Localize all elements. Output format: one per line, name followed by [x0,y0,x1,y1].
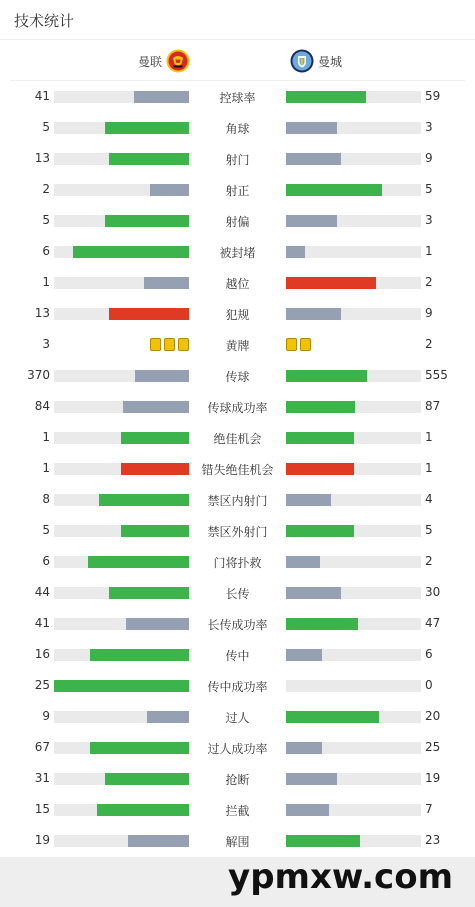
stat-row [0,608,475,639]
home-bar-track [54,122,189,134]
home-bar-fill [121,463,189,475]
stat-row [0,143,475,174]
stats-list [0,81,475,856]
stat-label: 射门 [225,153,250,167]
away-value: 5 [425,523,433,537]
home-bar-fill [99,494,189,506]
home-bar-fill [105,773,189,785]
home-team-name: 曼联 [137,54,162,69]
home-bar-track [54,525,189,537]
away-bar-fill [286,215,337,227]
home-bar-fill [147,711,189,723]
home-bar-fill [121,432,189,444]
away-value: 1 [425,461,433,475]
home-bar-fill [134,91,189,103]
stat-label: 被封堵 [219,246,256,260]
away-yellow-cards [286,338,311,351]
stat-row [0,546,475,577]
away-value: 20 [425,709,441,723]
stat-label: 传中 [225,649,250,663]
away-value: 3 [425,120,433,134]
home-value: 1 [42,461,50,475]
stat-label: 过人成功率 [207,742,268,756]
manchester-united-crest-icon [166,49,190,73]
stat-row [0,236,475,267]
away-value: 30 [425,585,441,599]
stat-row [0,670,475,701]
away-bar-track [286,401,421,413]
away-bar-fill [286,277,376,289]
home-value: 1 [42,275,50,289]
away-value: 9 [425,306,433,320]
away-bar-fill [286,463,354,475]
home-bar-fill [109,308,189,320]
stat-label: 射偏 [225,215,250,229]
stat-label: 绝佳机会 [213,432,262,446]
away-bar-fill [286,308,341,320]
away-bar-track [286,680,421,692]
home-value: 5 [42,213,50,227]
stat-row [0,763,475,794]
stat-row [0,329,475,360]
away-bar-track [286,215,421,227]
stat-label: 射正 [225,184,250,198]
stat-row [0,732,475,763]
away-bar-fill [286,773,337,785]
away-bar-track [286,649,421,661]
stat-label: 门将扑救 [213,556,262,570]
stat-row [0,174,475,205]
home-bar-track [54,432,189,444]
away-value: 5 [425,182,433,196]
home-value: 25 [34,678,50,692]
home-bar-track [54,184,189,196]
away-value: 2 [425,554,433,568]
stat-label: 犯规 [225,308,250,322]
away-team[interactable] [290,49,342,73]
away-value: 47 [425,616,441,630]
away-bar-track [286,494,421,506]
home-value: 1 [42,430,50,444]
home-bar-fill [126,618,189,630]
away-bar-track [286,432,421,444]
away-value: 2 [425,275,433,289]
away-value: 3 [425,213,433,227]
home-bar-track [54,773,189,785]
home-value: 370 [27,368,50,382]
away-team-name: 曼城 [318,54,343,69]
home-bar-fill [109,587,189,599]
home-bar-fill [73,246,189,258]
home-value: 19 [34,833,50,847]
home-bar-track [54,680,189,692]
away-value: 0 [425,678,433,692]
away-bar-track [286,773,421,785]
home-value: 5 [42,523,50,537]
stat-row [0,577,475,608]
watermark: ypmxw.com [228,857,453,897]
away-bar-fill [286,370,367,382]
manchester-city-crest-icon [290,49,314,73]
away-value: 23 [425,833,441,847]
stat-label: 过人 [225,711,250,725]
away-value: 4 [425,492,433,506]
away-value: 6 [425,647,433,661]
home-bar-fill [144,277,189,289]
stat-row [0,81,475,112]
away-bar-track [286,804,421,816]
stat-row [0,112,475,143]
home-bar-fill [97,804,189,816]
away-bar-track [286,91,421,103]
away-value: 25 [425,740,441,754]
home-bar-track [54,401,189,413]
stat-label: 解围 [225,835,250,849]
stat-row [0,639,475,670]
home-value: 67 [34,740,50,754]
home-bar-track [54,308,189,320]
away-bar-fill [286,184,382,196]
stat-label: 拦截 [225,804,250,818]
away-bar-fill [286,649,322,661]
yellow-card-icon [178,338,189,351]
home-bar-track [54,835,189,847]
teams-header [10,41,465,81]
away-bar-fill [286,711,379,723]
home-value: 41 [34,616,50,630]
home-bar-track [54,556,189,568]
header-bar [0,0,475,40]
home-bar-track [54,587,189,599]
home-bar-fill [105,215,189,227]
away-value: 19 [425,771,441,785]
yellow-card-icon [286,338,297,351]
stat-label: 错失绝佳机会 [201,463,274,477]
away-bar-fill [286,556,320,568]
home-value: 2 [42,182,50,196]
home-value: 16 [34,647,50,661]
away-bar-track [286,556,421,568]
home-bar-fill [123,401,189,413]
home-yellow-cards [150,338,189,351]
page-title: 技术统计 [14,12,75,30]
stat-row [0,422,475,453]
away-bar-track [286,370,421,382]
away-value: 7 [425,802,433,816]
home-bar-fill [135,370,189,382]
away-bar-fill [286,587,341,599]
away-bar-fill [286,122,337,134]
home-value: 84 [34,399,50,413]
stat-label: 长传 [225,587,250,601]
away-bar-fill [286,742,322,754]
stat-row [0,391,475,422]
away-bar-fill [286,153,341,165]
away-bar-fill [286,804,329,816]
yellow-card-icon [164,338,175,351]
stat-row [0,794,475,825]
home-value: 31 [34,771,50,785]
home-value: 6 [42,554,50,568]
footer [0,857,475,907]
home-value: 5 [42,120,50,134]
away-bar-track [286,246,421,258]
away-value: 59 [425,89,441,103]
stat-row [0,360,475,391]
home-bar-track [54,91,189,103]
away-bar-fill [286,618,358,630]
away-value: 1 [425,244,433,258]
yellow-card-icon [300,338,311,351]
home-value: 13 [34,151,50,165]
home-bar-track [54,370,189,382]
stat-row [0,267,475,298]
home-bar-fill [90,649,189,661]
stat-row [0,484,475,515]
stat-label: 越位 [225,277,250,291]
away-value: 87 [425,399,441,413]
stat-row [0,453,475,484]
away-bar-track [286,835,421,847]
stat-label: 长传成功率 [207,618,268,632]
away-bar-fill [286,91,366,103]
home-bar-fill [150,184,189,196]
home-bar-track [54,494,189,506]
home-value: 13 [34,306,50,320]
away-bar-fill [286,525,354,537]
away-bar-fill [286,246,305,258]
home-bar-track [54,742,189,754]
stat-label: 角球 [225,122,250,136]
home-bar-fill [90,742,189,754]
yellow-card-icon [150,338,161,351]
stat-row [0,825,475,856]
away-bar-fill [286,432,354,444]
stat-label: 传球成功率 [207,401,268,415]
home-bar-fill [128,835,189,847]
home-value: 41 [34,89,50,103]
away-bar-track [286,463,421,475]
stat-row [0,701,475,732]
home-bar-fill [109,153,189,165]
away-bar-fill [286,401,355,413]
home-bar-track [54,246,189,258]
home-value: 44 [34,585,50,599]
away-bar-fill [286,494,331,506]
stat-label: 传中成功率 [207,680,268,694]
away-bar-track [286,587,421,599]
home-bar-track [54,463,189,475]
stat-label: 控球率 [219,91,256,105]
home-bar-track [54,711,189,723]
away-bar-track [286,184,421,196]
away-value: 555 [425,368,448,382]
stat-label: 抢断 [225,773,250,787]
away-bar-track [286,153,421,165]
stat-label: 禁区外射门 [207,525,268,539]
away-value: 9 [425,151,433,165]
home-bar-fill [88,556,189,568]
home-bar-fill [105,122,189,134]
away-bar-track [286,308,421,320]
stat-label: 黄牌 [225,339,250,353]
away-value: 2 [425,337,433,351]
home-bar-fill [121,525,189,537]
home-value: 8 [42,492,50,506]
home-bar-track [54,277,189,289]
stat-row [0,515,475,546]
away-bar-track [286,742,421,754]
home-bar-track [54,649,189,661]
home-value: 3 [42,337,50,351]
away-bar-track [286,122,421,134]
home-bar-fill [54,680,189,692]
home-bar-track [54,804,189,816]
away-bar-track [286,277,421,289]
home-team[interactable] [138,49,190,73]
home-bar-track [54,215,189,227]
home-bar-track [54,618,189,630]
stat-label: 传球 [225,370,250,384]
stat-row [0,298,475,329]
stat-label: 禁区内射门 [207,494,268,508]
home-value: 6 [42,244,50,258]
stat-row [0,205,475,236]
home-value: 9 [42,709,50,723]
away-bar-fill [286,835,360,847]
home-value: 15 [34,802,50,816]
away-value: 1 [425,430,433,444]
away-bar-track [286,525,421,537]
home-bar-track [54,153,189,165]
away-bar-track [286,711,421,723]
away-bar-track [286,618,421,630]
